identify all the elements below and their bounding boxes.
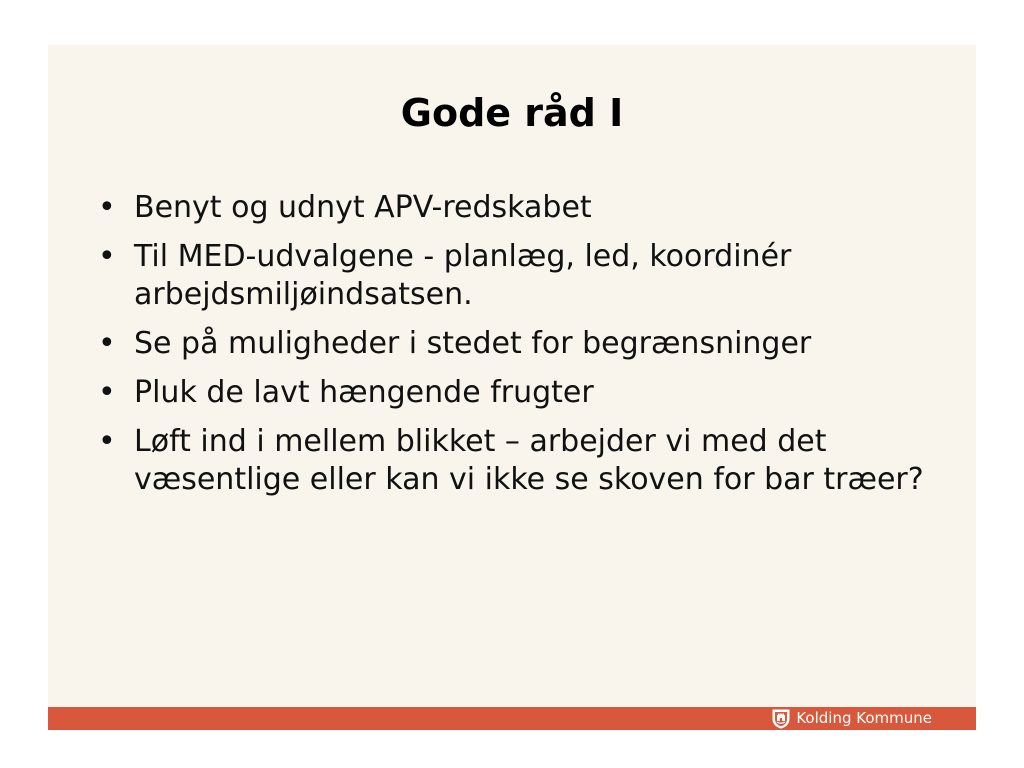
- bullet-marker: •: [98, 190, 116, 225]
- brand-name: Kolding Kommune: [796, 709, 932, 727]
- bullet-marker: •: [98, 424, 116, 459]
- bullet-list: [98, 189, 948, 510]
- list-item: [98, 374, 948, 412]
- bullet-marker: •: [98, 375, 116, 410]
- list-item: [98, 189, 948, 227]
- bullet-marker: •: [98, 239, 116, 274]
- slide-canvas: [48, 45, 976, 730]
- list-item: [98, 238, 948, 314]
- bullet-text: Pluk de lavt hængende frugter: [134, 375, 594, 410]
- footer-bar: [48, 707, 976, 730]
- bullet-text: Se på muligheder i stedet for begrænsninger: [134, 326, 812, 361]
- slide-title: Gode råd I: [400, 91, 624, 135]
- coat-of-arms-icon: [772, 709, 790, 729]
- list-item: [98, 423, 948, 499]
- bullet-text: Løft ind i mellem blikket – arbejder vi med det væsentlige eller kan vi ikke se skoven for bar træer?: [134, 424, 924, 497]
- brand-logo: [772, 707, 932, 730]
- bullet-marker: •: [98, 326, 116, 361]
- bullet-text: Benyt og udnyt APV-redskabet: [134, 190, 592, 225]
- list-item: [98, 325, 948, 363]
- bullet-text: Til MED-udvalgene - planlæg, led, koordinér arbejdsmiljøindsatsen.: [134, 239, 792, 312]
